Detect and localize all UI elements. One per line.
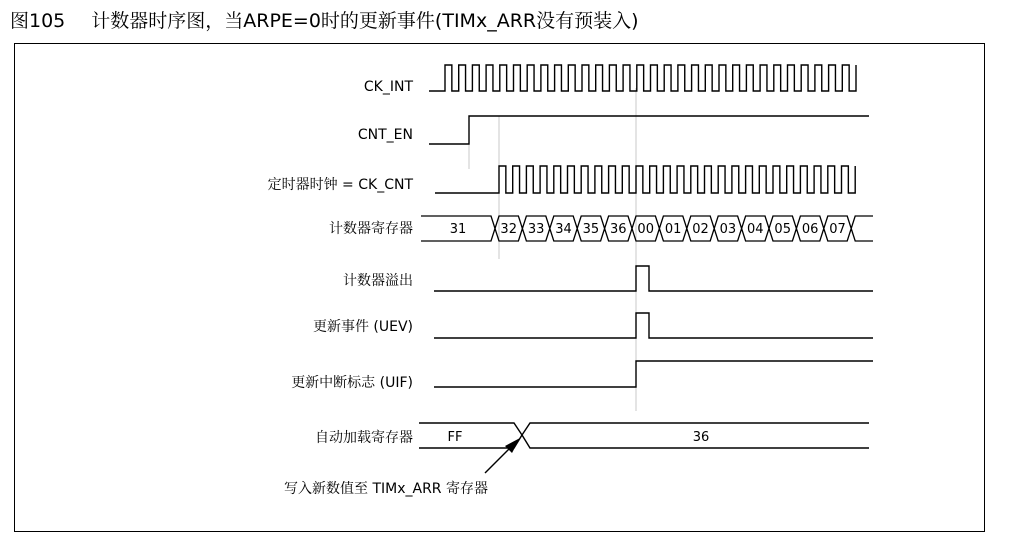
counter-value: 34 [555, 222, 572, 237]
timing-diagram [15, 44, 986, 533]
update-event-waveform [434, 313, 873, 338]
guide-lines [469, 88, 636, 411]
cnt-en-waveform [429, 116, 869, 144]
counter-overflow-waveform [434, 266, 873, 291]
label-counter-register: 计数器寄存器 [329, 221, 413, 237]
label-update-event: 更新事件 (UEV) [312, 319, 413, 335]
counter-value: 00 [637, 222, 654, 237]
ck-int-waveform [429, 65, 856, 91]
label-update-interrupt-flag: 更新中断标志 (UIF) [291, 375, 413, 391]
label-ck-int: CK_INT [363, 79, 413, 95]
counter-value: 35 [582, 222, 600, 237]
counter-value: 33 [527, 222, 545, 237]
figure-number: 图105 [10, 10, 66, 32]
auto-reload-value-before: FF [447, 430, 463, 445]
label-auto-reload-register: 自动加载寄存器 [315, 430, 413, 446]
counter-value: 06 [801, 222, 819, 237]
counter-value: 02 [692, 222, 709, 237]
counter-register-values [450, 222, 846, 237]
figure-caption [10, 6, 639, 36]
counter-value: 04 [747, 222, 764, 237]
counter-value: 01 [664, 222, 682, 237]
counter-value: 05 [774, 222, 791, 237]
counter-value: 32 [500, 222, 517, 237]
counter-value: 03 [719, 222, 737, 237]
label-counter-overflow: 计数器溢出 [343, 273, 413, 289]
figure-title: 计数器时序图，当ARPE=0时的更新事件(TIMx_ARR没有预装入) [91, 10, 639, 32]
auto-reload-bus-bottom [419, 435, 869, 448]
auto-reload-value-after: 36 [692, 430, 710, 445]
label-cnt-en: CNT_EN [357, 127, 413, 143]
label-ck-cnt: 定时器时钟 = CK_CNT [267, 177, 413, 193]
diagram-frame [14, 43, 985, 532]
annotation-arrow [485, 438, 520, 473]
ck-cnt-waveform [435, 166, 855, 193]
auto-reload-bus-top [419, 423, 869, 435]
uif-waveform [434, 361, 873, 387]
annotation-text: 写入新数值至 TIMx_ARR 寄存器 [284, 481, 488, 497]
counter-value: 31 [449, 222, 467, 237]
counter-value: 07 [829, 222, 846, 237]
counter-value: 36 [610, 222, 627, 237]
